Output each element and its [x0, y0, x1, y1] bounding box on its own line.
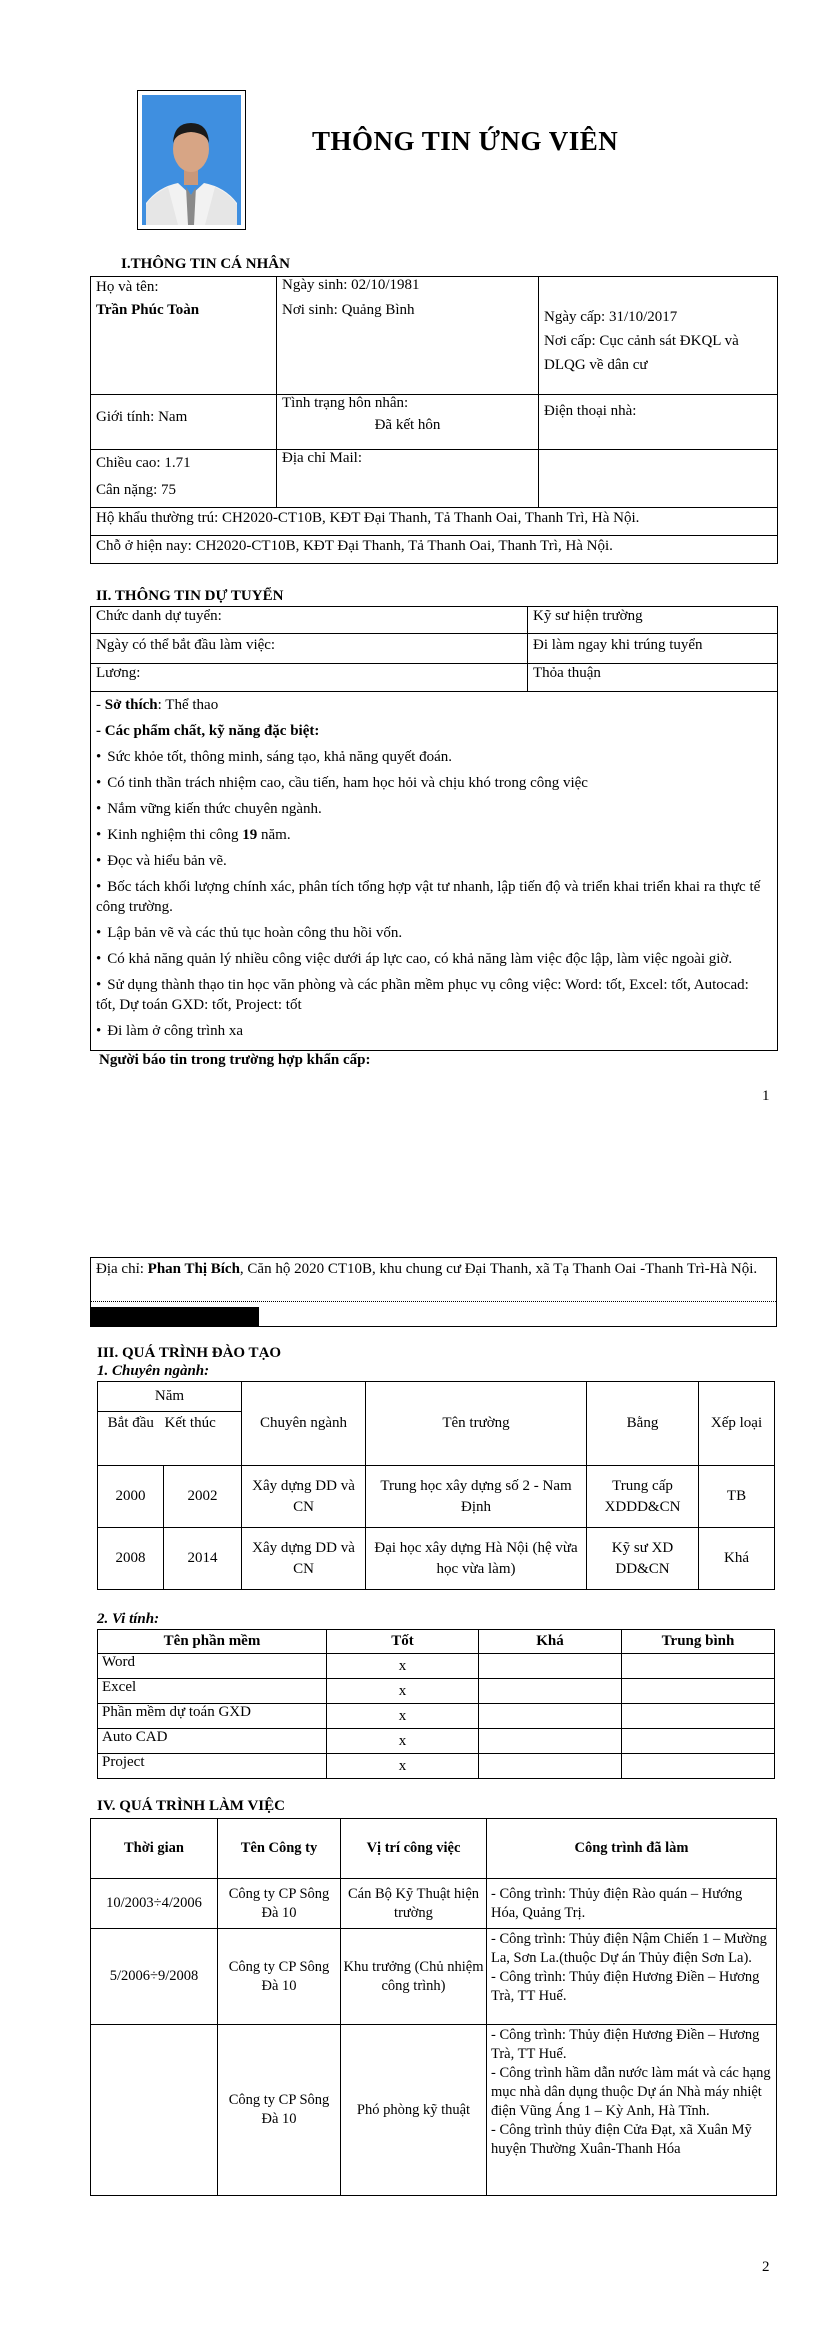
redacted-block [91, 1307, 259, 1326]
recruit-table [90, 606, 778, 1051]
portrait-icon [138, 91, 245, 229]
personal-info-table [90, 276, 778, 564]
table-row [98, 1729, 775, 1754]
project-item: - Công trình: Thủy điện Rào quán – Hướng Hóa, Quảng Trị. [491, 1885, 743, 1921]
skill-item: • Có tinh thần trách nhiệm cao, cầu tiến, ham học hỏi và chịu khó trong công việc [96, 773, 772, 793]
major-header: Chuyên ngành [242, 1382, 366, 1466]
body-cell [91, 450, 277, 508]
marital-value: Đã kết hôn [374, 417, 441, 433]
avg-mark [622, 1704, 775, 1729]
software-name: Project [98, 1754, 327, 1779]
edu-degree: Kỹ sư XD DD&CN [587, 1528, 699, 1590]
dob: Ngày sinh: 02/10/1981 [282, 277, 420, 293]
hobby-line: - Sở thích: Thể thao [96, 697, 219, 713]
rank-header: Xếp loại [699, 1382, 775, 1466]
gender: Giới tính: Nam [91, 395, 277, 450]
start-date-value: Đi làm ngay khi trúng tuyển [528, 634, 778, 664]
skill-item: • Sức khỏe tốt, thông minh, sáng tạo, khả năng quyết đoán. [96, 747, 772, 767]
end-header: Kết thúc [164, 1412, 242, 1466]
experience-prefix: Kinh nghiệm thi công [107, 827, 243, 843]
emergency-address-box [90, 1257, 777, 1327]
page-number-2: 2 [762, 2259, 770, 2275]
experience-years: 19 [242, 827, 258, 843]
skill-item: • Đi làm ở công trình xa [96, 1021, 772, 1041]
hobby-value: : Thể thao [157, 697, 219, 713]
skills-cell [91, 692, 778, 1051]
issue-place: Nơi cấp: Cục cảnh sát ĐKQL và DLQG về dân cư [544, 333, 739, 373]
fair-mark [479, 1754, 622, 1779]
edu-degree: Trung cấp XDDD&CN [587, 1466, 699, 1528]
avg-header: Trung bình [622, 1630, 775, 1654]
section-education-heading: III. QUÁ TRÌNH ĐÀO TẠO [97, 1345, 282, 1361]
edu-school: Trung học xây dựng số 2 - Nam Định [366, 1466, 587, 1528]
project-item: - Công trình: Thủy điện Nậm Chiến 1 – Mường La, Sơn La.(thuộc Dự án Thủy điện Sơn La). [491, 1931, 767, 1966]
weight: Cân nặng: 75 [96, 482, 176, 498]
table-row [91, 1929, 777, 2025]
year-header: Năm [98, 1382, 242, 1412]
experience-item [96, 825, 772, 845]
project-item: - Công trình hầm dẫn nước làm mát và các hạng mục nhà dân dụng thuộc Dự án Nhà máy nhiệt điện Vũng Áng 1 – Kỳ Anh, Hà Tĩnh. [491, 2065, 771, 2119]
edu-end: 2014 [164, 1528, 242, 1590]
edu-end: 2002 [164, 1466, 242, 1528]
fair-header: Khá [479, 1630, 622, 1654]
skill-item: • Đọc và hiểu bản vẽ. [96, 851, 772, 871]
avg-mark [622, 1754, 775, 1779]
education-subheading: 1. Chuyên ngành: [97, 1363, 210, 1379]
table-row [98, 1679, 775, 1704]
height: Chiều cao: 1.71 [96, 455, 191, 471]
qualities-text: Các phẩm chất, kỹ năng đặc biệt: [104, 723, 320, 739]
project-item: - Công trình thủy điện Cửa Đạt, xã Xuân Mỹ huyện Thường Xuân-Thanh Hóa [491, 2122, 752, 2157]
education-table [97, 1381, 775, 1590]
home-phone: Điện thoại nhà: [539, 395, 778, 450]
section-recruit-heading: II. THÔNG TIN DỰ TUYỂN [96, 588, 284, 604]
empty-cell [539, 450, 778, 508]
position-header: Vị trí công việc [341, 1819, 487, 1879]
salary-value: Thỏa thuận [528, 664, 778, 692]
work-time: 5/2006÷9/2008 [91, 1929, 218, 2025]
marital-cell [277, 395, 539, 450]
software-header: Tên phần mềm [98, 1630, 327, 1654]
computer-subheading: 2. Vi tính: [97, 1611, 160, 1627]
table-row [98, 1528, 775, 1590]
permanent-address: Hộ khẩu thường trú: CH2020-CT10B, KĐT Đại Thanh, Tả Thanh Oai, Thanh Trì, Hà Nội. [91, 508, 778, 536]
work-time: 10/2003÷4/2006 [91, 1879, 218, 1929]
fair-mark [479, 1704, 622, 1729]
address-rest: , Căn hộ 2020 CT10B, khu chung cư Đại Thanh, xã Tạ Thanh Oai -Thanh Trì-Hà Nội. [239, 1261, 758, 1277]
page-title: THÔNG TIN ỨNG VIÊN [312, 126, 619, 156]
work-projects [487, 1929, 777, 2025]
candidate-name: Trần Phúc Toàn [96, 302, 200, 318]
start-header: Bắt đầu [98, 1412, 164, 1466]
good-mark: x [327, 1729, 479, 1754]
work-position: Cán Bộ Kỹ Thuật hiện trường [341, 1879, 487, 1929]
table-row [91, 2025, 777, 2196]
table-row [98, 1754, 775, 1779]
computer-table [97, 1629, 775, 1779]
good-mark: x [327, 1679, 479, 1704]
edu-major: Xây dựng DD và CN [242, 1466, 366, 1528]
fair-mark [479, 1654, 622, 1679]
software-name: Phần mềm dự toán GXD [98, 1704, 327, 1729]
good-mark: x [327, 1704, 479, 1729]
work-projects [487, 2025, 777, 2196]
fair-mark [479, 1679, 622, 1704]
company-header: Tên Công ty [218, 1819, 341, 1879]
section-personal-heading: I.THÔNG TIN CÁ NHÂN [121, 256, 290, 272]
projects-header: Công trình đã làm [487, 1819, 777, 1879]
emergency-heading: Người báo tin trong trường hợp khẩn cấp: [99, 1052, 371, 1068]
table-row [98, 1654, 775, 1679]
pob: Nơi sinh: Quảng Bình [282, 302, 415, 318]
emergency-address [91, 1258, 776, 1281]
software-name: Auto CAD [98, 1729, 327, 1754]
skill-item: • Có khả năng quản lý nhiều công việc dưới áp lực cao, có khả năng làm việc độc lập, làm việc ngoài giờ. [96, 949, 772, 969]
avg-mark [622, 1729, 775, 1754]
good-mark: x [327, 1654, 479, 1679]
avg-mark [622, 1654, 775, 1679]
address-label: Địa chỉ: [96, 1261, 148, 1277]
id-cell [539, 277, 778, 395]
fair-mark [479, 1729, 622, 1754]
divider [91, 1301, 776, 1302]
work-projects [487, 1879, 777, 1929]
marital-label: Tình trạng hôn nhân: [282, 395, 409, 411]
salary-label: Lương: [91, 664, 528, 692]
work-company: Công ty CP Sông Đà 10 [218, 2025, 341, 2196]
table-row [91, 1879, 777, 1929]
work-position: Phó phòng kỹ thuật [341, 2025, 487, 2196]
start-date-label: Ngày có thể bắt đầu làm việc: [91, 634, 528, 664]
position-label: Chức danh dự tuyển: [91, 607, 528, 634]
skill-item: • Sử dụng thành thạo tin học văn phòng và các phần mềm phục vụ công việc: Word: tốt, Excel: tốt, Autocad: tốt, Dự toán GXD: tốt, Project: tốt [96, 975, 772, 1015]
birth-cell [277, 277, 539, 395]
work-table [90, 1818, 777, 2196]
avg-mark [622, 1679, 775, 1704]
time-header: Thời gian [91, 1819, 218, 1879]
work-time [91, 2025, 218, 2196]
good-mark: x [327, 1754, 479, 1779]
work-company: Công ty CP Sông Đà 10 [218, 1879, 341, 1929]
work-company: Công ty CP Sông Đà 10 [218, 1929, 341, 2025]
school-header: Tên trường [366, 1382, 587, 1466]
email: Địa chỉ Mail: [277, 450, 539, 508]
table-row [98, 1704, 775, 1729]
edu-start: 2008 [98, 1528, 164, 1590]
software-name: Excel [98, 1679, 327, 1704]
contact-name: Phan Thị Bích [147, 1261, 240, 1277]
issue-date: Ngày cấp: 31/10/2017 [544, 309, 678, 325]
current-address: Chỗ ở hiện nay: CH2020-CT10B, KĐT Đại Thanh, Tả Thanh Oai, Thanh Trì, Hà Nội. [91, 536, 778, 564]
skill-item: • Lập bản vẽ và các thủ tục hoàn công thu hồi vốn. [96, 923, 772, 943]
edu-school: Đại học xây dựng Hà Nội (hệ vừa học vừa làm) [366, 1528, 587, 1590]
position-value: Kỹ sư hiện trường [528, 607, 778, 634]
page-number-1: 1 [762, 1088, 770, 1104]
project-item: - Công trình: Thủy điện Hương Điền – Hương Trà, TT Huế. [491, 1969, 760, 2004]
name-cell [91, 277, 277, 395]
qualities-label: - Các phẩm chất, kỹ năng đặc biệt: [96, 723, 320, 739]
good-header: Tốt [327, 1630, 479, 1654]
table-row [98, 1466, 775, 1528]
skill-item: • Bốc tách khối lượng chính xác, phân tích tổng hợp vật tư nhanh, lập tiến độ và triển khai triển khai ra thực tế công trường. [96, 877, 772, 917]
name-label: Họ và tên: [96, 279, 159, 295]
edu-start: 2000 [98, 1466, 164, 1528]
project-item: - Công trình: Thủy điện Hương Điền – Hương Trà, TT Huế. [491, 2027, 760, 2062]
edu-major: Xây dựng DD và CN [242, 1528, 366, 1590]
experience-suffix: năm. [257, 827, 291, 843]
skill-item: • Nắm vững kiến thức chuyên ngành. [96, 799, 772, 819]
skills-list [96, 747, 772, 1041]
software-name: Word [98, 1654, 327, 1679]
edu-rank: TB [699, 1466, 775, 1528]
candidate-photo [137, 90, 246, 230]
edu-rank: Khá [699, 1528, 775, 1590]
degree-header: Bằng [587, 1382, 699, 1466]
section-work-heading: IV. QUÁ TRÌNH LÀM VIỆC [97, 1798, 285, 1814]
hobby-label: Sở thích [104, 697, 158, 713]
work-position: Khu trưởng (Chủ nhiệm công trình) [341, 1929, 487, 2025]
